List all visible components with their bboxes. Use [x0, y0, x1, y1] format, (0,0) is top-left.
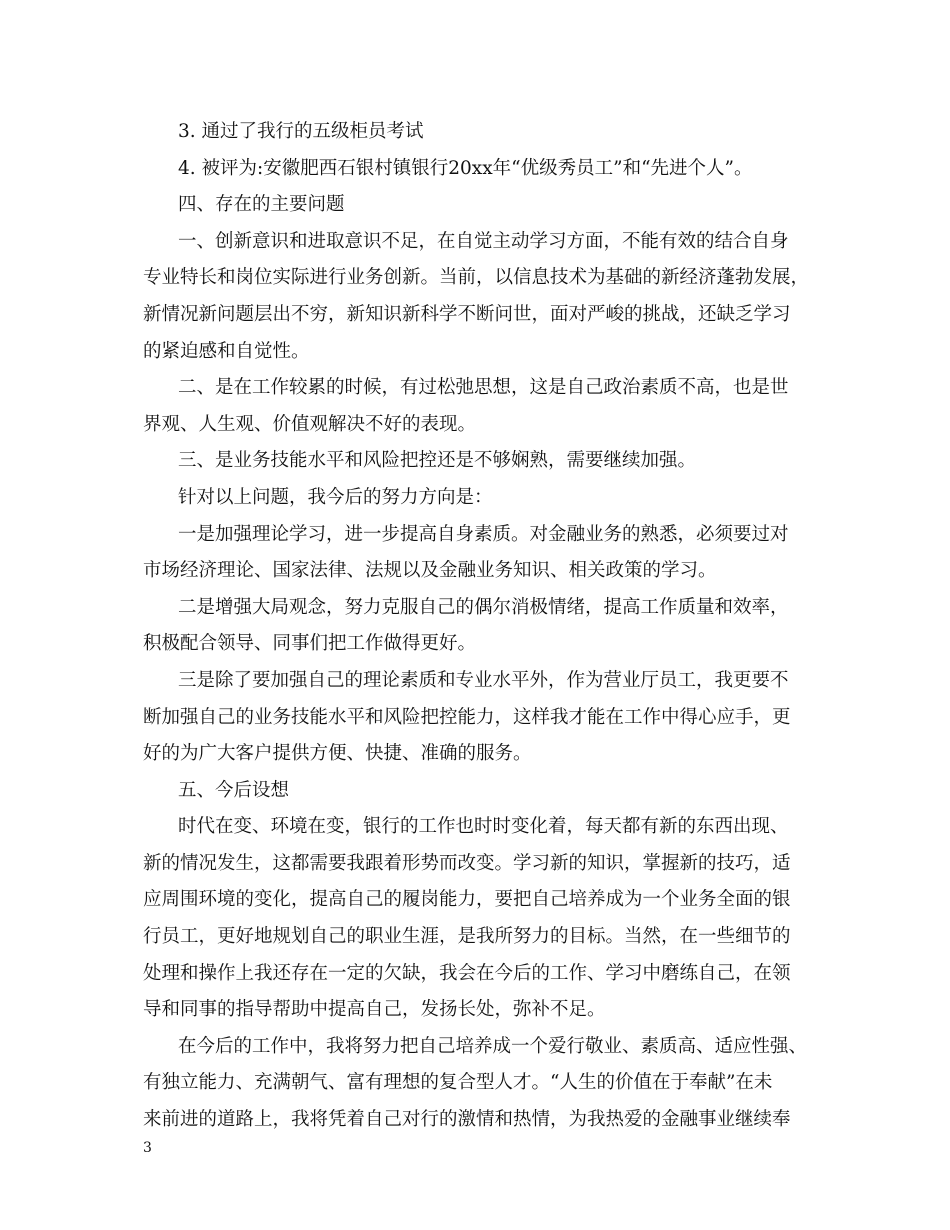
paragraph-line: 一、创新意识和进取意识不足，在自觉主动学习方面，不能有效的结合自身 [178, 230, 789, 252]
paragraph-line: 行员工，更好地规划自己的职业生涯，是我所努力的目标。当然，在一些细节的 [143, 926, 791, 948]
paragraph-line: 断加强自己的业务技能水平和风险把控能力，这样我才能在工作中得心应手，更 [143, 706, 791, 728]
paragraph-line: 时代在变、环境在变，银行的工作也时时变化着，每天都有新的东西出现、 [178, 816, 789, 838]
paragraph-line: 在今后的工作中，我将努力把自己培养成一个爱行敬业、素质高、适应性强、 [178, 1035, 808, 1057]
paragraph-line: 导和同事的指导帮助中提高自己，发扬长处，弥补不足。 [143, 999, 606, 1021]
paragraph-line: 二、是在工作较累的时候，有过松弛思想，这是自己政治素质不高，也是世 [178, 377, 789, 399]
paragraph-line: 一是加强理论学习，进一步提高自身素质。对金融业务的熟悉，必须要过对 [178, 523, 789, 545]
paragraph-line: 三是除了要加强自己的理论素质和专业水平外，作为营业厅员工，我更要不 [178, 669, 789, 691]
section-heading: 五、今后设想 [178, 779, 290, 801]
text-line: 4. 被评为:安徽肥西石银村镇银行20xx年“优级秀员工”和“先进个人”。 [178, 157, 753, 179]
paragraph-line: 界观、人生观、价值观解决不好的表现。 [143, 413, 477, 435]
section-heading: 四、存在的主要问题 [178, 194, 345, 216]
paragraph-line: 三、是业务技能水平和风险把控还是不够娴熟，需要继续加强。 [178, 450, 697, 472]
paragraph-line: 针对以上问题，我今后的努力方向是： [178, 486, 493, 508]
paragraph-line: 应周围环境的变化，提高自己的履岗能力，要把自己培养成为一个业务全面的银 [143, 889, 791, 911]
paragraph-line: 处理和操作上我还存在一定的欠缺，我会在今后的工作、学习中磨练自己，在领 [143, 962, 791, 984]
page-number: 3 [143, 1140, 152, 1156]
paragraph-line: 二是增强大局观念，努力克服自己的偶尔消极情绪，提高工作质量和效率， [178, 596, 789, 618]
paragraph-line: 新情况新问题层出不穷，新知识新科学不断问世，面对严峻的挑战，还缺乏学习 [143, 303, 791, 325]
document-body [143, 114, 813, 1139]
paragraph-line: 好的为广大客户提供方便、快捷、准确的服务。 [143, 743, 532, 765]
paragraph-line: 专业特长和岗位实际进行业务创新。当前，以信息技术为基础的新经济蓬勃发展， [143, 267, 810, 289]
paragraph-line: 的紧迫感和自觉性。 [143, 340, 310, 362]
paragraph-line: 来前进的道路上，我将凭着自己对行的激情和热情，为我热爱的金融事业继续奉 [143, 1109, 791, 1131]
paragraph-line: 积极配合领导、同事们把工作做得更好。 [143, 633, 477, 655]
paragraph-line: 市场经济理论、国家法律、法规以及金融业务知识、相关政策的学习。 [143, 560, 717, 582]
paragraph-line: 有独立能力、充满朝气、富有理想的复合型人才。“人生的价值在于奉献”在未 [143, 1072, 773, 1094]
paragraph-line: 新的情况发生，这都需要我跟着形势而改变。学习新的知识，掌握新的技巧，适 [143, 852, 791, 874]
text-line: 3. 通过了我行的五级柜员考试 [178, 121, 424, 142]
